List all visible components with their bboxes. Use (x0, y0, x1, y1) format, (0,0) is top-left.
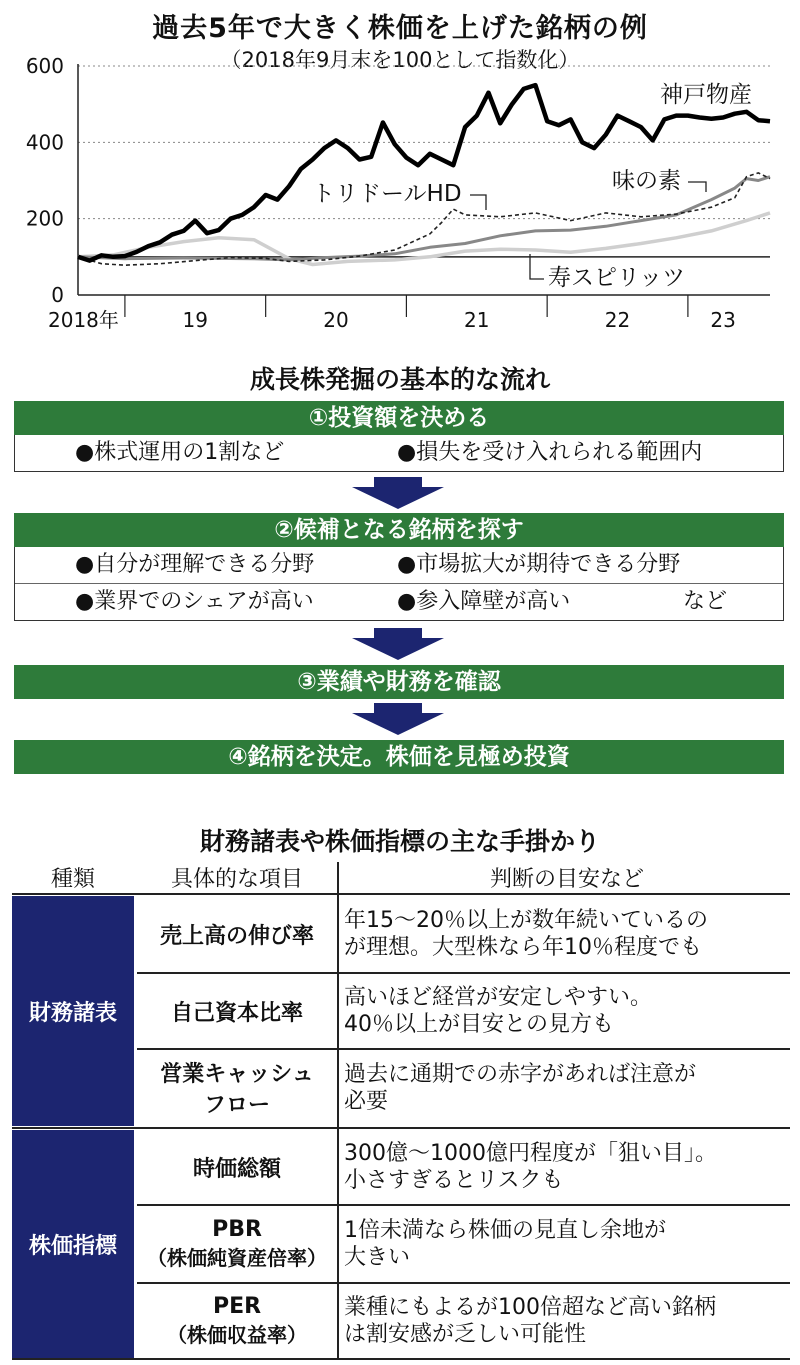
item-label: フロー (203, 1093, 270, 1118)
table-row-item (137, 896, 337, 972)
desc-line: は割安感が乏しい可能性 (344, 1322, 587, 1347)
series-label: 神戸物産 (660, 82, 752, 108)
desc-line: 必要 (344, 1089, 389, 1114)
chart-subtitle: （2018年9月末を100として指数化） (220, 48, 580, 72)
flow-bullet: ●株式運用の1割など (75, 440, 285, 465)
desc-line: が理想。大型株なら年10％程度でも (344, 935, 702, 960)
flow-etc: など (683, 589, 728, 614)
desc-line: 年15～20％以上が数年続いているの (344, 908, 708, 933)
series-label: 味の素 (612, 168, 681, 194)
series-label: トリドールHD (312, 181, 462, 207)
flow-step-2-details (14, 547, 784, 621)
item-label: 売上高の伸び率 (159, 923, 314, 949)
desc-line: 大きい (344, 1245, 411, 1270)
table-header-item: 具体的な項目 (170, 867, 303, 892)
y-tick-label: 600 (25, 54, 64, 78)
table-row-item (137, 1130, 337, 1204)
table-row-desc (344, 1284, 790, 1358)
flow-step-1: ①投資額を決める (14, 401, 784, 435)
table-divider (12, 1127, 790, 1129)
down-arrow-icon (352, 628, 444, 660)
category-stock-indicators: 株価指標 (12, 1130, 134, 1358)
desc-line: 40％以上が目安との見方も (344, 1012, 614, 1037)
table-row-item (137, 1050, 337, 1126)
desc-line: 1倍未満なら株価の見直し余地が (344, 1218, 666, 1243)
x-tick-label: 2018年 (48, 308, 119, 332)
line-chart (0, 0, 800, 345)
label-leader (470, 195, 486, 210)
down-arrow-icon (352, 477, 444, 509)
table-row-desc (344, 974, 790, 1048)
flow-step-3: ③業績や財務を確認 (14, 665, 784, 699)
flow-step-2-row (15, 583, 783, 620)
desc-line: 過去に通期での赤字があれば注意が (344, 1062, 697, 1087)
down-arrow-icon (352, 703, 444, 735)
item-sublabel: （株価純資産倍率） (147, 1246, 327, 1270)
x-tick-label: 20 (323, 308, 349, 332)
flow-bullet: ●参入障壁が高い (397, 589, 571, 614)
category-financial-statements: 財務諸表 (12, 896, 134, 1126)
x-tick-label: 23 (710, 308, 736, 332)
x-tick-label: 22 (604, 308, 631, 332)
item-label: 時価総額 (192, 1156, 281, 1182)
flow-bullet: ●自分が理解できる分野 (75, 552, 315, 577)
y-tick-label: 400 (25, 130, 64, 155)
table-row-desc (344, 1206, 790, 1282)
flow-step-2-row (15, 547, 783, 583)
table-divider (12, 1358, 790, 1360)
chart-title: 過去5年で大きく株価を上げた銘柄の例 (152, 13, 648, 44)
flow-step-4: ④銘柄を決定。株価を見極め投資 (14, 740, 784, 774)
desc-line: 高いほど経営が安定しやすい。 (344, 985, 653, 1010)
item-sublabel: （株価収益率） (167, 1323, 307, 1347)
label-leader (530, 254, 544, 279)
table-header-type: 種類 (50, 867, 95, 892)
table-row-item (137, 1284, 337, 1358)
label-leader (688, 182, 706, 192)
table-row-desc (344, 1050, 790, 1126)
desc-line: 小さすぎるとリスクも (344, 1168, 564, 1193)
table-row-item (137, 1206, 337, 1282)
flow-bullet: ●市場拡大が期待できる分野 (397, 552, 681, 577)
x-tick-label: 19 (182, 308, 209, 332)
flow-bullet: ●業界でのシェアが高い (75, 589, 314, 614)
table-title: 財務諸表や株価指標の主な手掛かり (199, 827, 600, 856)
flow-title: 成長株発掘の基本的な流れ (249, 365, 550, 394)
item-label: 営業キャッシュ (160, 1062, 314, 1087)
flow-step-1-details (14, 435, 784, 472)
item-label: 自己資本比率 (170, 1000, 303, 1026)
desc-line: 300億～1000億円程度が「狙い目」。 (344, 1141, 717, 1166)
table-row-desc (344, 1130, 790, 1204)
flow-step-1-row (15, 435, 783, 471)
flow-step-2: ②候補となる銘柄を探す (14, 513, 784, 547)
table-divider (12, 893, 790, 895)
table-header-criteria: 判断の目安など (489, 867, 644, 892)
desc-line: 業種にもよるが100倍超など高い銘柄 (344, 1295, 716, 1320)
y-tick-label: 200 (25, 206, 64, 231)
table-row-desc (344, 896, 790, 972)
table-row-item (137, 974, 337, 1048)
item-label: PER (212, 1294, 262, 1319)
x-tick-label: 21 (464, 308, 490, 332)
item-label: PBR (212, 1217, 262, 1242)
flow-bullet: ●損失を受け入れられる範囲内 (397, 440, 703, 465)
series-label: 寿スピリッツ (548, 265, 686, 291)
y-tick-label: 0 (51, 283, 64, 307)
